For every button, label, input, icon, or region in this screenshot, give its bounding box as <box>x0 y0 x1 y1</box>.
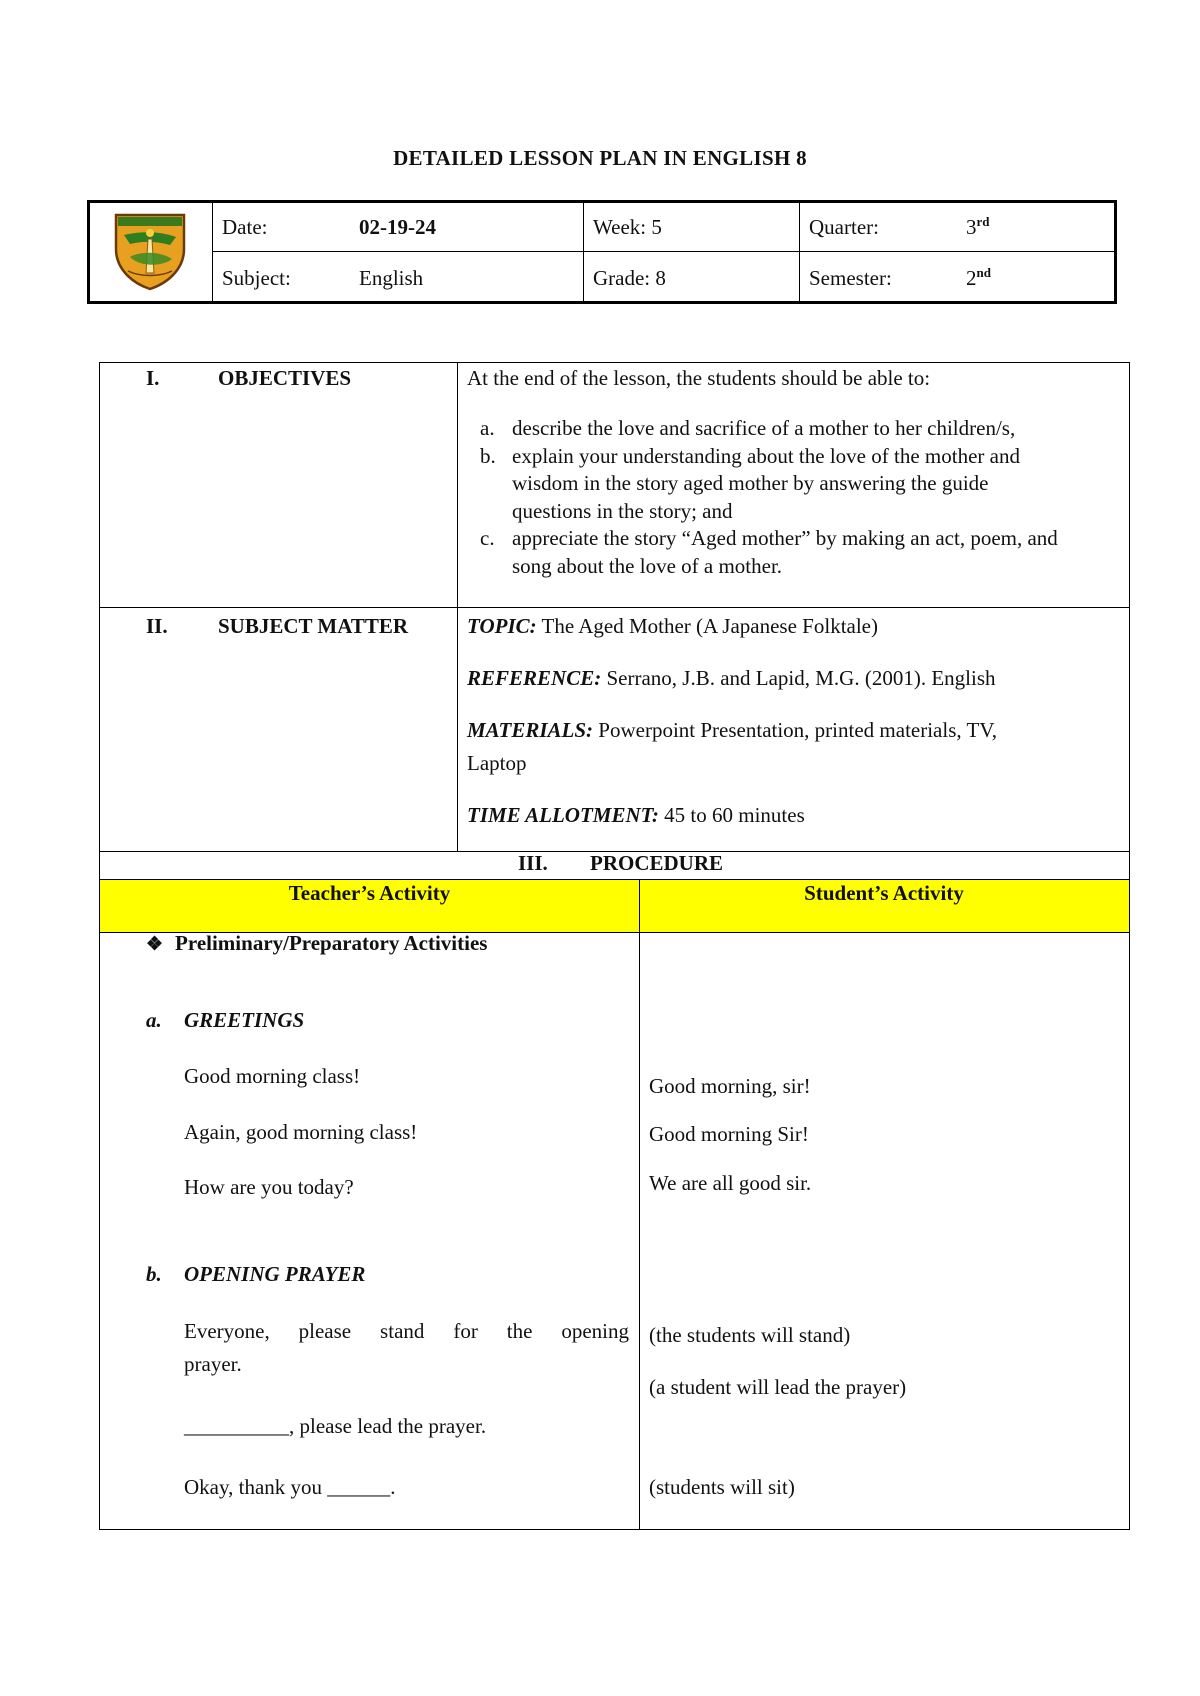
objectives-list <box>470 415 1070 580</box>
date-value: 02-19-24 <box>359 215 436 239</box>
objective-item-b: b. explain your understanding about the love of the mother and wisdom in the story aged mother by answering the guide questions in the story; and <box>480 443 1020 523</box>
teacher-greet-2: Again, good morning class! <box>184 1120 418 1144</box>
teacher-prayer-1-cont: prayer. <box>184 1352 242 1376</box>
objective-item-a: a. describe the love and sacrifice of a mother to her children/s, <box>480 416 1016 440</box>
reference-line: REFERENCE: Serrano, J.B. and Lapid, M.G. (2001). English <box>467 666 996 690</box>
teacher-prayer-2: __________, please lead the prayer. <box>184 1414 487 1438</box>
teacher-prayer-3: Okay, thank you ______. <box>184 1475 396 1499</box>
teacher-greet-1: Good morning class! <box>184 1064 361 1088</box>
subject-matter-heading: SUBJECT MATTER <box>218 614 409 638</box>
objective-item-c: c. appreciate the story “Aged mother” by making an act, poem, and song about the love of a mother. <box>480 526 1058 578</box>
school-logo-cell <box>90 203 213 301</box>
student-greet-2: Good morning Sir! <box>649 1122 809 1146</box>
objectives-heading: OBJECTIVES <box>218 366 352 390</box>
student-prayer-1: (the students will stand) <box>649 1323 851 1347</box>
prayer-marker: b. <box>146 1262 162 1286</box>
semester-value: 2nd <box>966 265 991 290</box>
student-activity-heading: Student’s Activity <box>804 881 964 905</box>
materials-line: MATERIALS: Powerpoint Presentation, printed materials, TV, <box>467 718 998 742</box>
materials-line-2: Laptop <box>467 751 527 775</box>
time-allotment-line: TIME ALLOTMENT: 45 to 60 minutes <box>467 803 805 827</box>
subject-matter-numeral: II. <box>146 614 168 638</box>
lesson-info-table <box>87 200 1117 304</box>
objectives-numeral: I. <box>146 366 160 390</box>
student-prayer-3: (students will sit) <box>649 1475 795 1499</box>
semester-label: Semester: <box>809 266 892 290</box>
opening-prayer-heading: OPENING PRAYER <box>184 1262 366 1286</box>
preliminary-activities: ❖ Preliminary/Preparatory Activities <box>146 931 488 955</box>
quarter-value: 3rd <box>966 214 990 239</box>
topic-line: TOPIC: The Aged Mother (A Japanese Folktale) <box>467 614 878 638</box>
grade-value: Grade: 8 <box>593 266 666 290</box>
page-title: DETAILED LESSON PLAN IN ENGLISH 8 <box>393 146 807 170</box>
subject-value: English <box>359 266 424 290</box>
school-logo-icon <box>110 211 190 291</box>
procedure-heading: PROCEDURE <box>590 851 724 875</box>
objectives-intro: At the end of the lesson, the students should be able to: <box>467 366 931 390</box>
quarter-label: Quarter: <box>809 215 879 239</box>
lesson-plan-table <box>99 362 1130 1530</box>
greetings-marker: a. <box>146 1008 162 1032</box>
week-value: Week: 5 <box>593 215 662 239</box>
teacher-greet-3: How are you today? <box>184 1175 354 1199</box>
diamond-bullet-icon: ❖ <box>146 934 164 955</box>
teacher-prayer-1: Everyone, please stand for the opening <box>184 1319 629 1343</box>
greetings-heading: GREETINGS <box>184 1008 305 1032</box>
student-prayer-2: (a student will lead the prayer) <box>649 1375 907 1399</box>
student-greet-1: Good morning, sir! <box>649 1074 811 1098</box>
subject-label: Subject: <box>222 266 291 290</box>
teacher-activity-heading: Teacher’s Activity <box>288 881 451 905</box>
date-label: Date: <box>222 215 268 239</box>
procedure-numeral: III. <box>518 851 548 875</box>
student-greet-3: We are all good sir. <box>649 1171 812 1195</box>
